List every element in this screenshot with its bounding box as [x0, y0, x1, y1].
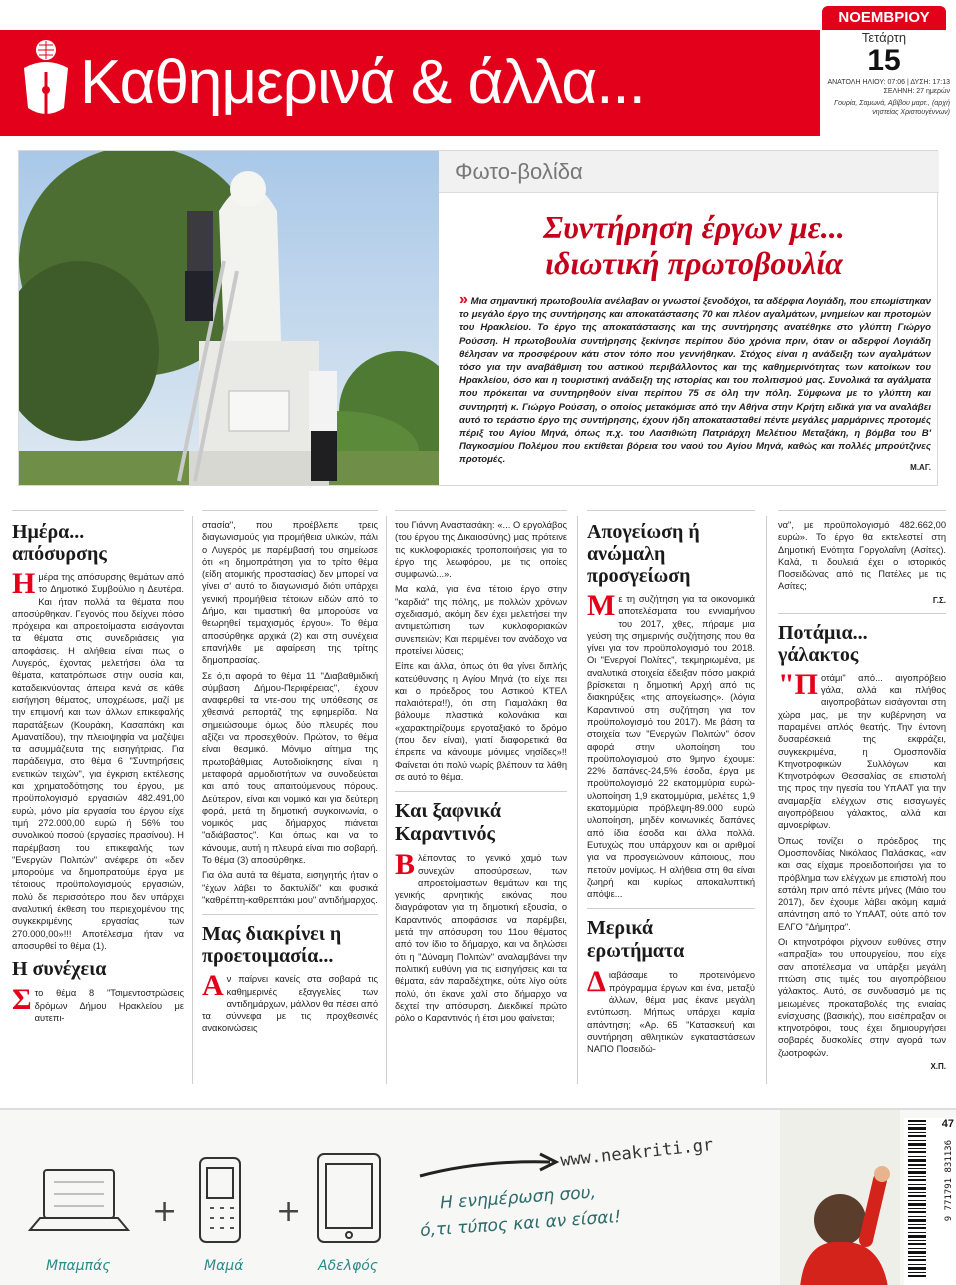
child-illustration-icon [780, 1110, 900, 1285]
article-body [202, 519, 378, 906]
dropcap: Σ [12, 983, 32, 1017]
article-body [12, 983, 184, 1024]
barcode-digits: 9 771791 831136 [944, 1140, 954, 1222]
column-rule [395, 791, 567, 792]
article-signature: Χ.Π. [930, 1061, 946, 1071]
photo-section-label: Φωτο-βολίδα [455, 159, 583, 184]
headline-proetoimasia: Μας διακρίνει η προετοιμασία... [202, 923, 342, 968]
dropcap: Μ [587, 589, 616, 622]
feature-body [459, 291, 932, 467]
column-rule [202, 510, 378, 511]
column-rule [12, 510, 184, 511]
column-2 [202, 510, 378, 1088]
column-rule [395, 510, 567, 511]
dropcap: "Π [778, 667, 818, 701]
dropcap: Η [12, 567, 36, 600]
feature-article [18, 150, 938, 486]
column-divider [577, 516, 578, 1084]
article-text: Οι κτηνοτρόφοι ρίχνουν ευθύνες στην «απραξία» του υπουργείου, που είχε σαν αποτέλεσμα να υπάρξει μεγάλη πτώση στις τιμές του αιγοπρόβειου γάλακτος. Αυτό, σε συνδυασμό με τις μειωμένες προκαταβολές της ενιαίας ενίσχυσης (βασικής), που εισέπραξαν οι κτηνοτρόφοι, τους έχει δημιουργήσει σοβαρές δυσκολίες στην αγορά των ζωοτροφών. [778, 937, 946, 1058]
article-text: Είπε και άλλα, όπως ότι θα γίνει διπλής κατεύθυνσης η Αγίου Μηνά (το είχε πει και ο πρόεδρος του Αστικού ΚΤΕΛ παλαιότερα!!), ότι στη Γιαμαλάκη θα βάλουμε πλαστικά κολονάκια και «χαρακτηρίζουμε εργοταξιακό το δρόμο (που δεν είναι), γιατί διαφορετικά θα έπρεπε να κάνουμε μόνιμες νησίδες»!! Φαίνεται ότι πολύ νωρίς βλέπουν τα λάθη σε αυτό το θέμα. [395, 661, 567, 782]
feature-headline-line1: Συντήρηση έργων με... [543, 209, 845, 245]
subhead-karantinos: Και ξαφνικά Καραντινός [395, 800, 502, 846]
article-text: λέποντας το γενικό χαμό των συνεχών αποσύρσεων, των απροετοίμαστων θεμάτων και της γενικής αρνητικής εικόνας που διαγράφοταν για τη δημοτική εξουσία, ο Καραντινός αποφάσισε να παρέμβει, μετά την απόσυρση του 11ου θέματος από τον ίδιο το δήμαρχο, και να δηλώσει ότι η "Δύναμη Πολιτών" αναλαμβάνει την πολιτική ευθύνη για τις εισηγήσεις και τα θέματα, εάν παραδέχτηκε, ούτε λίγο ούτε πολύ, ότι έκανε χαλί στο δήμαρχο να δεχτεί την απόσυρση. Διεκδικεί πρώτο ρόλο ο Καραντινός ή έτσι μου φαίνεται; [395, 853, 567, 1024]
plus-icon: + [276, 1194, 302, 1229]
arrow-icon [420, 1162, 550, 1176]
article-text: Μα καλά, για ένα τέτοιο έργο στην "καρδιά" της πόλης, με πολλών χρόνων σχεδιασμό, ακόμη δεν έχει μελετήσει την αντιμετώπιση των κυκλοφοριακών συνεπειών; Και περιμένει τον ανάδοχο να προτείνει λύσεις; [395, 584, 567, 656]
article-text: ε τη συζήτηση για τα οικονομικά αποτελέσματα του εννιαμήνου του 2017, χθες, πήραμε μια γεύση της σημερινής συζήτησης που θα γίνει για τον προϋπολογισμό του 2018. Οι "Ενεργοί Πολίτες", τεκμηριωμένα, με αναλυτικά στοιχεία έδειξαν πόσο μακριά βρίσκεται η δημοτική Αρχή από τις διακηρύξεις «της απογείωσης». (λόγια Καραντινού στη συζήτηση για τον προϋπολογισμό του 2017). Με βάση τα στοιχεία των "Ενεργών Πολιτών" όσον αφορά στην υλοποίηση του προϋπολογισμού στο 9μηνο έχουμε: 22% δαπάνες-24,5% έσοδα, έργα με προϋπολογισμό 22 εκατομμύρια ευρώ-υλοποίηση 1,9 εκατομμύρια, μελέτες 1,9 εκατομμύρια πρόβλεψη-89.000 ευρώ υλοποίηση, μηδέν κοινωνικές δαπάνες από ίδια έσοδα και άλλα πολλά. Ευτυχώς που υπάρχουν και οι αριθμοί για να προσγειώνουν κάποιους, που πετούν μονίμως. Η αλήθεια στη θα είναι ζωηρή και κυρίως αποκαλυπτική απόψε... [587, 594, 755, 900]
saints-of-day: Γουρία, Σαμωνά, Αβίβου μαρτ., (αρχή νηστείας Χριστουγέννων) [834, 100, 950, 116]
article-body [12, 567, 184, 952]
column-4 [587, 510, 755, 1088]
feature-signature: Μ.ΑΓ. [910, 463, 931, 472]
article-signature: Γ.Σ. [932, 595, 946, 605]
article-text: στασία", που προέβλεπε τρεις διαγωνισμούς για προμήθεια υλικών, πάλι ο Λυγερός με παρέμβασή του σημείωσε ότι «η δημοπράτηση για το τρίτο θέμα (είδη ατομικής προστασίας) δεν μπορεί να γίνει σ' αυτό το διαγωνισμό διότι υπάρχει γενική προμήθεια τέτοιων ειδών από το Δήμο, και τιμαστική θα μπορούσε να θεωρηθεί τεμαχισμός έργου». Το θέμα αποσύρθηκε αρχικά (2) και στη συνέχεια επανήλθε με αφαίρεση της τρίτης δημοπρασίας. [202, 520, 378, 666]
column-rule [587, 510, 755, 511]
article-text: ιαβάσαμε το προτεινόμενο πρόγραμμα έργων και ένα, μεταξύ άλλων, θέμα μας έκανε μεγάλη εντύπωση. Μήπως υπάρχει καμία απάντηση; «Αρ. 65 "Κατασκευή και συντήρηση αθλητικών εγκαταστάσεων ΝΑΠΟ Ποσειδώ- [587, 970, 755, 1055]
column-rule [587, 908, 755, 909]
feature-headline [459, 209, 929, 281]
masthead [0, 0, 956, 140]
article-text: μέρα της απόσυρσης θεμάτων από το Δημοτικό Συμβούλιο η Δευτέρα. Και ήταν πολλά τα θέματα που αποσύρθηκαν. Γεγονός που δείχνει πόσο πρόχειρα και απροετοίμαστα εισάγονται τα θέματα στις συνεδριάσεις για αποφάσεις. Η αλήθεια είναι πως ο Λυγερός, έχοντας μελετήσει όλα τα θέματα, κατατρόπωσε στην ουσία και, καταδεικνύοντας άπειρα κενά σε κάθε εισήγηση θέματος, υποχρέωσε, μαζί με την επιμονή και των άλλων επικεφαλής παρατάξεων (Κουράκη, Κασαπάκη και Αμανατίδου), την πλειοψηφία να μαζέψει τα ασυμμάζευτα της εισηγήτριας. Για παράδειγμα, στο θέμα 6 "Συντηρήσεις ενετικών τειχών", για έγκριση εκτέλεσης και χρηματοδότησης του έργου, με προϋπολογισμό εργασιών 482.491,00 ευρώ, μόνο μία εργασία του έργου είχε τιμή 272.000,00 ευρώ ή 56% του συνολικού ποσού (εργασίες πρασίνου). Η παρέμβαση του επικεφαλής των "Ενεργών Πολιτών" ανέφερε ότι «δεν μπορούμε να δημοπρατούμε έργα με τέτοιους προϋπολογισμούς εργασιών, πολύ δε περισσότερο που δεν υπάρχει αναλυτική έκθεση του περιεχομένου της συγκεκριμένης εργασίας των 270.000,00»!!! Αποτέλεσμα ήταν να αποσυρθεί το θέμα (1). [12, 572, 184, 951]
column-1 [12, 510, 184, 1088]
advert-label-mother: Μαμά [204, 1258, 244, 1274]
photo-label-bar [439, 151, 939, 193]
date-weekday: Τετάρτη [861, 30, 907, 45]
article-body [778, 519, 946, 593]
sunrise-sunset: ΑΝΑΤΟΛΗ ΗΛΙΟΥ: 07:06 | ΔΥΣΗ: 17:13 [827, 79, 950, 86]
article-text: οτάμι" από... αιγοπρόβειο γάλα, αλλά και πλήθος αιγοπροβάτων εισάγονται στη χώρα μας, με την κυβέρνηση να παραμένει απλός θεατής. Την έντονη δυσαρέσκειά της εκφράζει, συγκεκριμένα, η Ομοσπονδία Κτηνοτροφικών Συλλόγων και Κτηνοτρόφων Θεσσαλίας σε επιστολή της προς την ηγεσία του ΥπΑΑΤ για την αναμαρξία ελέγχων στις εισαγωγές αιγοπρόβειου γάλακτος, αλλά και αμνοερίφων. [778, 672, 946, 831]
subhead-synecheia: Η συνέχεια [12, 958, 107, 981]
article-body [587, 965, 755, 1055]
article-body [202, 969, 378, 1034]
article-text: Όπως τονίζει ο πρόεδρος της Ομοσπονδίας Νικόλαος Παλάσκας, «αν και σας είχαμε προειδοποιήσει για το πρόβλημα των ελέγχων με επιστολή που εστάλη πριν από πέντε μήνες (Μάιο του 2017), δεν έχουμε λάβει ακόμη καμιά απάντηση από το ΥπΑΑΤ, ούτε από τον ΕΛΓΟ "Δήμητρα". [778, 835, 946, 932]
tablet-icon [318, 1154, 380, 1242]
article-text: να", με προϋπολογισμό 482.662,00 ευρώ». Το έργο θα εκτελεστεί στη Δημοτική Ενότητα Γοργολαΐνη (Ασίτες). Καλά, τι δουλειά έχει ο ιστορικός Ποσειδώνας από τις Πατέλες με τις Ασίτες; [778, 520, 946, 592]
page-number: 47 [941, 1118, 954, 1130]
advert-url[interactable]: www.neakriti.gr [559, 1135, 715, 1171]
article-text: του Γιάννη Αναστασάκη: «... Ο εργολάβος (του έργου της Δικαιοσύνης) μας πρότεινε τις κυκλοφοριακές τροποποιήσεις για το έργο της λεωφόρου, με τις οποίες συμφωνώ...». [395, 520, 567, 580]
section-title: Καθημερινά & άλλα... [80, 48, 645, 117]
column-divider [192, 516, 193, 1084]
article-text: Σε ό,τι αφορά το θέμα 11 "Διαβαθμιδική σύμβαση Δήμου-Περιφέρειας", έχουν αναφερθεί τα ντε-σου της υπόθεσης σε χθεσινά ρεπορτάζ της εφημερίδα. Να σημειώσουμε όμως δύο πλευρές που αξίζει να προσεχθούν. Πρώτον, το θέμα είναι θεσμικό. Μόνιμο αίτημα της πρωτοβάθμιας Αυτοδιοίκησης είναι η μεταφορά αρμοδιοτήτων να συνοδεύεται και από τους απαιτούμενους πόρους. Δεύτερον, είναι και νομικό και για δεύτερη φορά, μετά τη δημοτική συγκοινωνία, ο νομικός μας δήμαρχος πιάνεται "αδιάβαστος". Και όπως και να το κάνουμε, αυτή η πλευρά είναι πιο σοβαρή. Το θέμα (3) αποσύρθηκε. [202, 670, 378, 866]
mobile-phone-icon [200, 1158, 240, 1242]
article-body [587, 589, 755, 900]
moon-phase: ΣΕΛΗΝΗ: 27 ημερών [883, 88, 950, 95]
column-divider [766, 516, 767, 1084]
laptop-icon [30, 1170, 128, 1230]
headline-apo-syrsi: Ημέρα... απόσυρσης [12, 521, 107, 565]
dropcap: Α [202, 969, 224, 1003]
advert-label-brother: Αδελφός [318, 1258, 379, 1274]
dropcap: Δ [587, 965, 606, 999]
columns-area [0, 510, 956, 1088]
column-3 [395, 510, 567, 1088]
advert-slogan-line1: Η ενημέρωση σου, [439, 1182, 597, 1214]
advertisement-banner[interactable] [0, 1108, 956, 1285]
advert-label-father: Μπαμπάς [46, 1258, 111, 1274]
column-divider [386, 516, 387, 1084]
headline-potamia-galaktos: Ποτάμια... γάλακτος [778, 621, 868, 666]
article-text: Για όλα αυτά τα θέματα, εισηγητής ήταν ο "έχων λάβει το δακτυλίδι" και φυσικά "καθρέπτη-καθρεπτάκι μου" αντιδήμαρχος. [202, 870, 378, 905]
barcode [904, 1118, 956, 1285]
globe-pen-logo-icon [18, 38, 82, 130]
column-rule [778, 510, 946, 511]
feature-body-text: Μια σημαντική πρωτοβουλία ανέλαβαν οι γνωστοί ξενοδόχοι, τα αδέρφια Λογιάδη, που επωμίστηκαν το μεγάλο έργο της συντήρησης και αποκατάστασης 70 και πλέον αγαλμάτων, μνημείων και προτομών του Ηρακλείου. Το έργο της αποκατάστασης και της συντήρησης ανατέθηκε στο γλύπτη Γιώργο Ρούσση. Η πρωτοβουλία συντήρησης ξεκίνησε περίπου δύο χρόνια πριν, όταν οι αδερφοί Λογιάδη θέλησαν να προσφέρουν κάτι στον τόπο που γεννήθηκαν. Στόχος είναι η ανάδειξη των αγαλμάτων τόσο για την αναβάθμιση του αστικού περιβάλλοντος και της καθημερινότητας των κατοίκων του Ηρακλείου, όσο και η τουριστική ανάδειξη της ιστορίας και του πολιτισμού μας. Συνολικά τα αγάλματα που πρόκειται να συντηρηθούν είναι περίπου 75 σε όλη την πόλη. Σύμφωνα με το γλύπτη και συντηρητή κ. Γιώργο Ρούσση, ο οποίος μετακόμισε από την Αθήνα στην Κρήτη ειδικά για να αναλάβει αυτό το τεράστιο έργο της συντήρησης, έχουν ήδη αποκατασταθεί πέντε μεγάλες μαρμάρινες προτομές πέριξ του Αγίου Μηνά, όπως π.χ. του Λασιθιώτη Πατριάρχη Μελέτιου Μεταξάκη, η βόμβα του Β' Παγκοσμίου Πολέμου που εκτίθεται βόρεια του ναού του Αγίου Μηνά, καθώς και πολλές μπρούτζινες προτομές. [459, 296, 932, 466]
article-body [395, 519, 567, 783]
advert-slogan-line2: ό,τι τύπος και αν είσαι! [419, 1207, 622, 1241]
article-text: το θέμα 8 "Τσιμεντοστρώσεις δρόμων Δήμου Ηρακλείου με αυτεπι- [34, 988, 184, 1023]
headline-apogeiosi: Απογείωση ή ανώμαλη προσγείωση [587, 521, 700, 587]
quote-mark-icon: » [459, 291, 468, 308]
column-5 [778, 510, 946, 1088]
statue-restoration-photo [19, 151, 439, 485]
article-body [395, 848, 567, 1024]
subhead-erotimata: Μερικά ερωτήματα [587, 917, 685, 963]
article-text: ν παίρνει κανείς στα σοβαρά τις καθημερινές εξαγγελίες των αντιδημάρχων, μάλλον θα πέσει από τα σύννεφα με τις προχθεσινές ανακοινώσεις [202, 974, 378, 1034]
column-rule [778, 613, 946, 614]
dropcap: Β [395, 848, 416, 882]
date-box [822, 2, 954, 138]
date-month: ΝΟΕΜΒΡΙΟΥ [822, 6, 946, 30]
article-body [778, 667, 946, 1059]
date-day-number: 15 [867, 44, 901, 77]
column-rule [202, 914, 378, 915]
feature-headline-line2: ιδιωτική πρωτοβουλία [545, 245, 843, 281]
plus-icon: + [152, 1194, 178, 1229]
